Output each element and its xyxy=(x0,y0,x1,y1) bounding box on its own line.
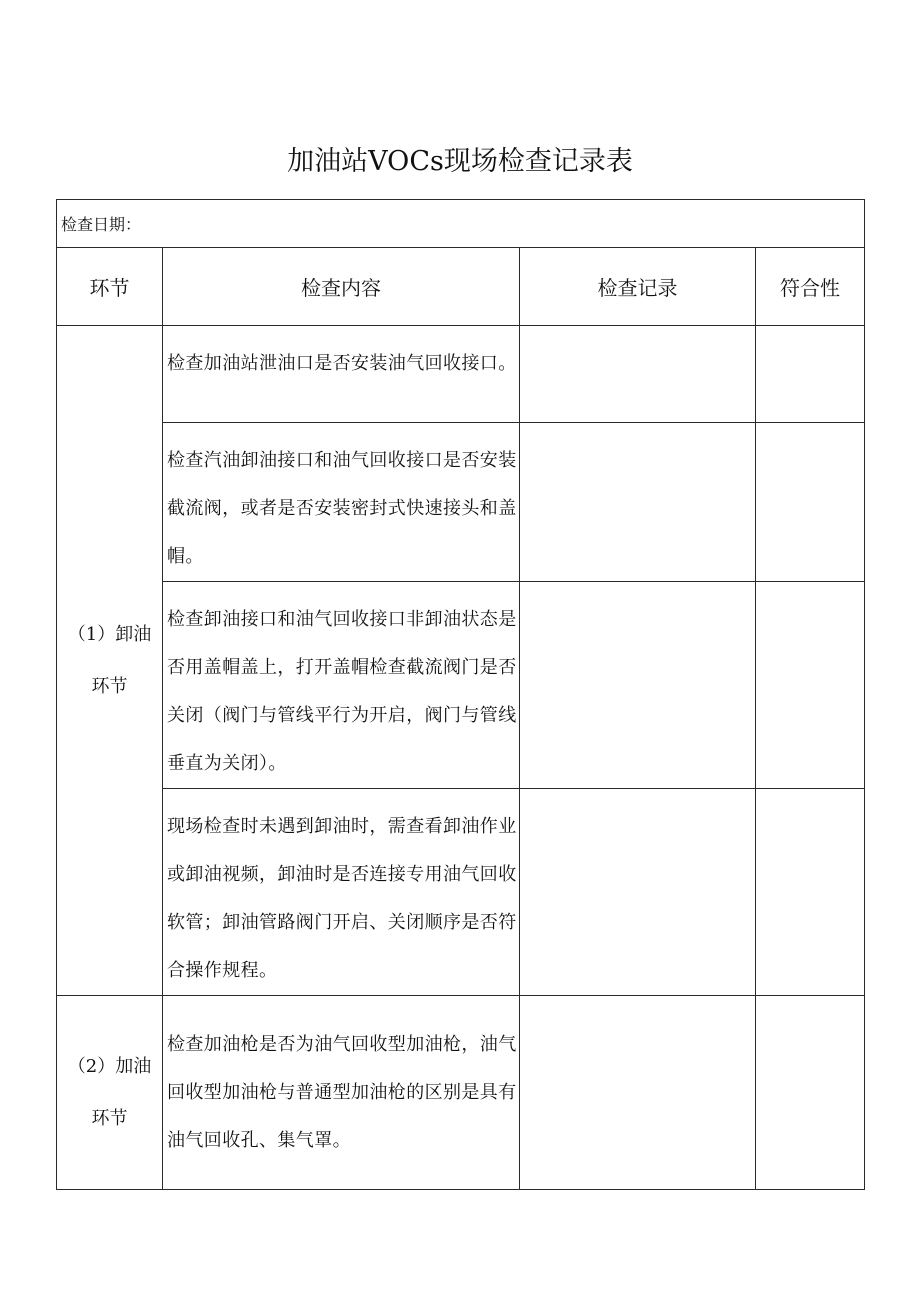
stage-unloading-line1: （1）卸油 xyxy=(67,623,152,645)
table-row xyxy=(57,326,865,423)
inspection-date-field[interactable] xyxy=(57,200,865,248)
inspection-date-label: 检查日期： xyxy=(61,215,142,234)
check-item-unloading-1: 检查加油站泄油口是否安装油气回收接口。 xyxy=(163,326,520,423)
date-row xyxy=(57,200,865,248)
table-row xyxy=(57,423,865,582)
compliance-cell-unloading-3[interactable] xyxy=(756,582,865,789)
compliance-cell-unloading-4[interactable] xyxy=(756,789,865,996)
record-cell-unloading-1[interactable] xyxy=(520,326,756,423)
table-row xyxy=(57,582,865,789)
compliance-cell-refueling-1[interactable] xyxy=(756,996,865,1190)
record-cell-unloading-4[interactable] xyxy=(520,789,756,996)
compliance-cell-unloading-2[interactable] xyxy=(756,423,865,582)
inspection-table xyxy=(56,199,865,1190)
header-stage: 环节 xyxy=(57,248,163,326)
header-record: 检查记录 xyxy=(520,248,756,326)
record-cell-refueling-1[interactable] xyxy=(520,996,756,1190)
record-cell-unloading-3[interactable] xyxy=(520,582,756,789)
stage-unloading-line2: 环节 xyxy=(91,675,128,697)
table-row xyxy=(57,996,865,1190)
header-content: 检查内容 xyxy=(163,248,520,326)
check-item-refueling-1: 检查加油枪是否为油气回收型加油枪，油气回收型加油枪与普通型加油枪的区别是具有油气回收孔、集气罩。 xyxy=(163,996,520,1190)
check-item-unloading-3: 检查卸油接口和油气回收接口非卸油状态是否用盖帽盖上，打开盖帽检查截流阀门是否关闭（阀门与管线平行为开启，阀门与管线垂直为关闭）。 xyxy=(163,582,520,789)
stage-unloading xyxy=(57,326,163,996)
check-item-unloading-2: 检查汽油卸油接口和油气回收接口是否安装截流阀，或者是否安装密封式快速接头和盖帽。 xyxy=(163,423,520,582)
header-row xyxy=(57,248,865,326)
table-row xyxy=(57,789,865,996)
check-item-unloading-4: 现场检查时未遇到卸油时，需查看卸油作业或卸油视频，卸油时是否连接专用油气回收软管；卸油管路阀门开启、关闭顺序是否符合操作规程。 xyxy=(163,789,520,996)
record-cell-unloading-2[interactable] xyxy=(520,423,756,582)
header-compliance: 符合性 xyxy=(756,248,865,326)
document-title: 加油站VOCs现场检查记录表 xyxy=(287,146,633,177)
stage-refueling-line2: 环节 xyxy=(91,1107,128,1129)
compliance-cell-unloading-1[interactable] xyxy=(756,326,865,423)
stage-refueling-line1: （2）加油 xyxy=(67,1055,152,1077)
stage-refueling xyxy=(57,996,163,1190)
